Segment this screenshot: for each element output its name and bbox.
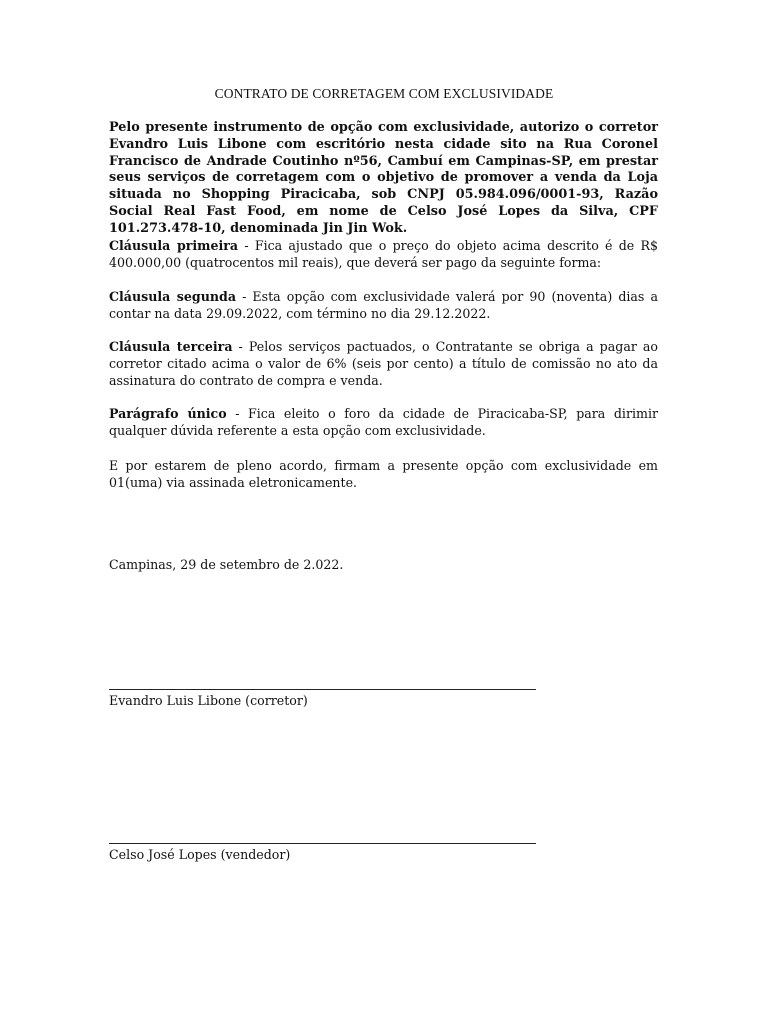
clausula-terceira [109, 339, 658, 389]
clausula-primeira-text: - Fica ajustado que o preço do objeto acima descrito é de R$ 400.000,00 (quatrocentos mil reais), que deverá ser pago da seguinte forma: [109, 238, 658, 270]
clausula-terceira-label: Cláusula terceira [109, 339, 233, 354]
signature-line-vendedor [109, 843, 536, 844]
closing-paragraph: E por estarem de pleno acordo, firmam a presente opção com exclusividade em 01(uma) via assinada eletronicamente. [109, 458, 658, 490]
signature-label-corretor: Evandro Luis Libone (corretor) [109, 693, 308, 708]
intro-paragraph: Pelo presente instrumento de opção com exclusividade, autorizo o corretor Evandro Luis Libone com escritório nesta cidade sito na Rua Coronel Francisco de Andrade Coutinho nº56, Cambuí em Campinas-SP, em prestar seus serviços de corretagem com o objetivo de promover a venda da Loja situada no Shopping Piracicaba, sob CNPJ 05.984.096/0001-93, Razão Social Real Fast Food, em nome de Celso José Lopes da Silva, CPF 101.273.478-10, denominada Jin Jin Wok. [109, 120, 658, 236]
clausula-primeira-label: Cláusula primeira [109, 238, 239, 253]
paragrafo-unico [109, 406, 658, 440]
clausula-segunda-label: Cláusula segunda [109, 289, 236, 304]
signature-label-vendedor: Celso José Lopes (vendedor) [109, 847, 291, 862]
signature-line-corretor [109, 689, 536, 690]
paragrafo-unico-label: Parágrafo único [109, 406, 227, 421]
clausula-terceira-text: - Pelos serviços pactuados, o Contratante se obriga a pagar ao corretor citado acima o valor de 6% (seis por cento) a título de comissão no ato da assinatura do contrato de compra e venda. [109, 339, 658, 388]
paragrafo-unico-text: - Fica eleito o foro da cidade de Piracicaba-SP, para dirimir qualquer dúvida referente a esta opção com exclusividade. [109, 406, 658, 438]
document-title: CONTRATO DE CORRETAGEM COM EXCLUSIVIDADE [214, 86, 554, 101]
clausula-segunda-text: - Esta opção com exclusividade valerá por 90 (noventa) dias a contar na data 29.09.2022, com término no dia 29.12.2022. [109, 289, 658, 321]
clausula-primeira [109, 238, 658, 272]
clausula-segunda [109, 289, 658, 323]
date-line: Campinas, 29 de setembro de 2.022. [109, 557, 344, 572]
